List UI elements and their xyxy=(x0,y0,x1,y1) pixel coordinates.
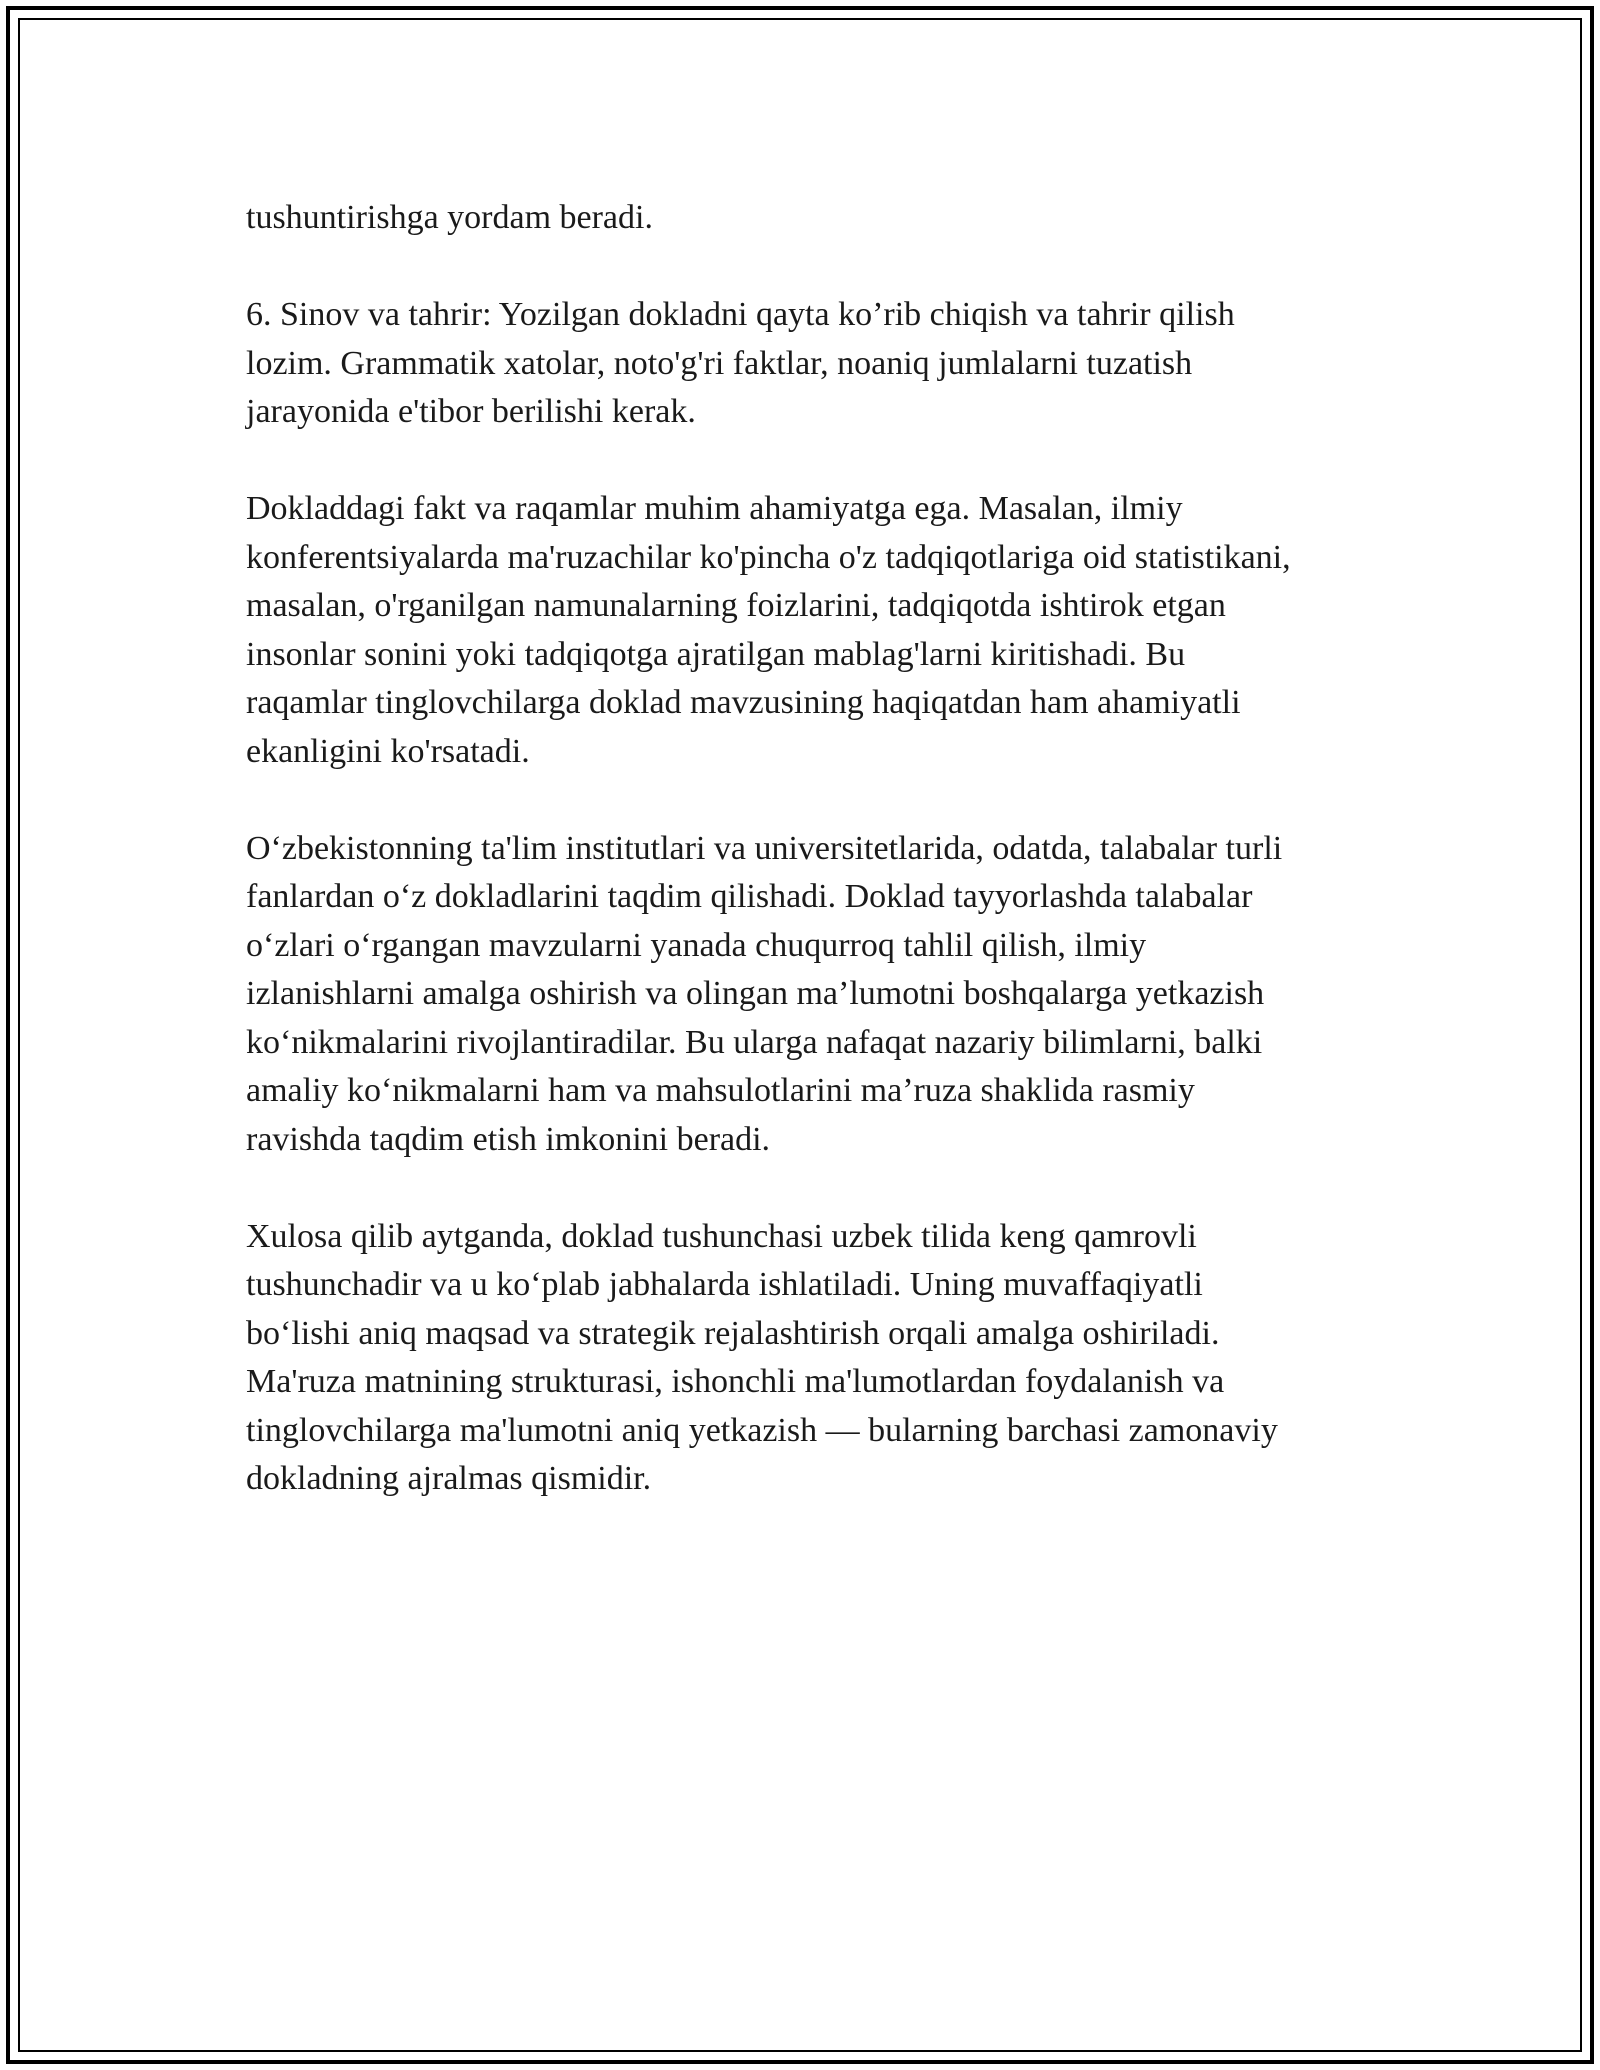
paragraph-uzbekistan-education: O‘zbekistonning ta'lim institutlari va universitetlarida, odatda, talabalar turli fanlardan o‘z dokladlarini taqdim qilishadi. Doklad tayyorlashda talabalar o‘zlari o‘rgangan mavzularni yanada chuqurroq tahlil qilish, ilmiy izlanishlarni amalga oshirish va olingan ma’lumotni boshqalarga yetkazish ko‘nikmalarini rivojlantiradilar. Bu ularga nafaqat nazariy bilimlarni, balki amaliy ko‘nikmalarni ham va mahsulotlarini ma’ruza shaklida rasmiy ravishda taqdim etish imkonini beradi. xyxy=(246,829,1283,1158)
document-body xyxy=(246,194,1406,1552)
paragraph-continuation: tushuntirishga yordam beradi. xyxy=(246,199,653,236)
document-page xyxy=(6,6,1594,2064)
paragraph-revision-step: 6. Sinov va tahrir: Yozilgan dokladni qayta ko’rib chiqish va tahrir qilish lozim. Grammatik xatolar, noto'g'ri faktlar, noaniq jumlalarni tuzatish jarayonida e'tibor berilishi kerak. xyxy=(246,296,1235,430)
paragraph-facts-figures: Dokladdagi fakt va raqamlar muhim ahamiyatga ega. Masalan, ilmiy konferentsiyalarda ma'ruzachilar ko'pincha o'z tadqiqotlariga oid statistikani, masalan, o'rganilgan namunalarning foizlarini, tadqiqotda ishtirok etgan insonlar sonini yoki tadqiqotga ajratilgan mablag'larni kiritishadi. Bu raqamlar tinglovchilarga doklad mavzusining haqiqatdan ham ahamiyatli ekanligini ko'rsatadi. xyxy=(246,490,1291,770)
paragraph-conclusion: Xulosa qilib aytganda, doklad tushunchasi uzbek tilida keng qamrovli tushunchadir va u ko‘plab jabhalarda ishlatiladi. Uning muvaffaqiyatli bo‘lishi aniq maqsad va strategik rejalashtirish orqali amalga oshiriladi. Ma'ruza matnining strukturasi, ishonchli ma'lumotlardan foydalanish va tinglovchilarga ma'lumotni aniq yetkazish — bularning barchasi zamonaviy dokladning ajralmas qismidir. xyxy=(246,1217,1278,1497)
